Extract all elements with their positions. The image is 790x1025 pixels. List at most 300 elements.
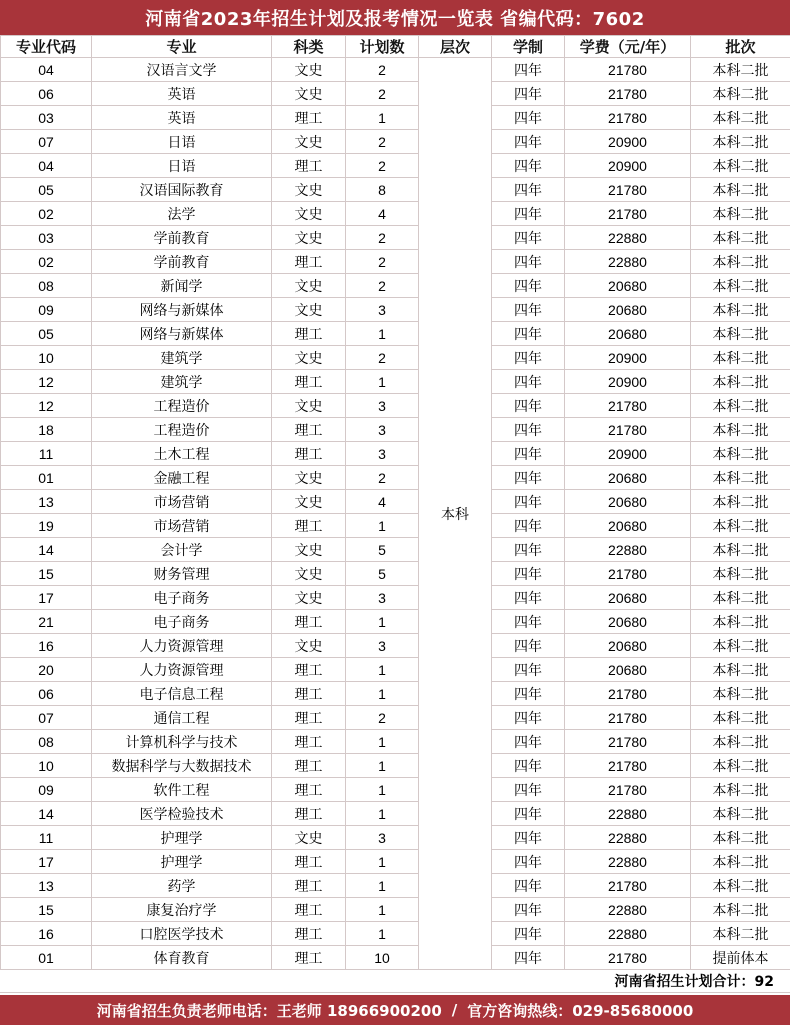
table-row xyxy=(1,106,790,130)
cell-major: 通信工程 xyxy=(92,706,272,730)
table-row xyxy=(1,394,790,418)
cell-major: 网络与新媒体 xyxy=(92,322,272,346)
cell-quota: 3 xyxy=(346,442,419,466)
cell-quota: 1 xyxy=(346,682,419,706)
cell-category: 文史 xyxy=(272,586,346,610)
footer-separator: / xyxy=(451,1001,458,1019)
cell-tuition: 20680 xyxy=(565,658,691,682)
cell-quota: 3 xyxy=(346,586,419,610)
cell-batch: 本科二批 xyxy=(691,130,790,154)
cell-code: 04 xyxy=(1,58,92,82)
cell-major: 会计学 xyxy=(92,538,272,562)
cell-tuition: 20680 xyxy=(565,586,691,610)
cell-code: 08 xyxy=(1,730,92,754)
cell-major: 护理学 xyxy=(92,850,272,874)
cell-duration: 四年 xyxy=(492,250,565,274)
cell-quota: 2 xyxy=(346,346,419,370)
cell-code: 03 xyxy=(1,226,92,250)
cell-duration: 四年 xyxy=(492,202,565,226)
table-row xyxy=(1,274,790,298)
cell-quota: 10 xyxy=(346,946,419,970)
cell-code: 18 xyxy=(1,418,92,442)
cell-quota: 1 xyxy=(346,106,419,130)
cell-code: 07 xyxy=(1,130,92,154)
cell-code: 05 xyxy=(1,178,92,202)
table-row xyxy=(1,490,790,514)
cell-tuition: 21780 xyxy=(565,730,691,754)
cell-batch: 本科二批 xyxy=(691,106,790,130)
cell-major: 汉语言文学 xyxy=(92,58,272,82)
cell-tuition: 21780 xyxy=(565,394,691,418)
cell-category: 文史 xyxy=(272,826,346,850)
table-row xyxy=(1,658,790,682)
cell-code: 01 xyxy=(1,946,92,970)
cell-batch: 本科二批 xyxy=(691,658,790,682)
cell-tuition: 21780 xyxy=(565,682,691,706)
cell-category: 理工 xyxy=(272,874,346,898)
cell-category: 文史 xyxy=(272,346,346,370)
cell-duration: 四年 xyxy=(492,778,565,802)
cell-category: 理工 xyxy=(272,898,346,922)
cell-code: 15 xyxy=(1,898,92,922)
cell-tuition: 20900 xyxy=(565,154,691,178)
cell-category: 理工 xyxy=(272,754,346,778)
cell-duration: 四年 xyxy=(492,514,565,538)
table-row xyxy=(1,562,790,586)
cell-tuition: 20680 xyxy=(565,274,691,298)
cell-batch: 本科二批 xyxy=(691,298,790,322)
cell-category: 文史 xyxy=(272,298,346,322)
table-row xyxy=(1,850,790,874)
cell-category: 文史 xyxy=(272,562,346,586)
table-row xyxy=(1,130,790,154)
cell-batch: 本科二批 xyxy=(691,250,790,274)
cell-code: 19 xyxy=(1,514,92,538)
cell-major: 网络与新媒体 xyxy=(92,298,272,322)
cell-batch: 本科二批 xyxy=(691,730,790,754)
cell-batch: 本科二批 xyxy=(691,922,790,946)
cell-category: 理工 xyxy=(272,418,346,442)
cell-tuition: 21780 xyxy=(565,106,691,130)
cell-batch: 本科二批 xyxy=(691,562,790,586)
cell-code: 16 xyxy=(1,634,92,658)
cell-quota: 2 xyxy=(346,274,419,298)
cell-duration: 四年 xyxy=(492,178,565,202)
cell-code: 09 xyxy=(1,778,92,802)
table-row xyxy=(1,610,790,634)
cell-duration: 四年 xyxy=(492,826,565,850)
cell-batch: 本科二批 xyxy=(691,682,790,706)
table-row xyxy=(1,178,790,202)
cell-quota: 1 xyxy=(346,898,419,922)
cell-duration: 四年 xyxy=(492,802,565,826)
cell-category: 理工 xyxy=(272,610,346,634)
cell-duration: 四年 xyxy=(492,274,565,298)
cell-category: 理工 xyxy=(272,922,346,946)
cell-tuition: 21780 xyxy=(565,754,691,778)
cell-duration: 四年 xyxy=(492,850,565,874)
cell-tuition: 22880 xyxy=(565,802,691,826)
cell-quota: 4 xyxy=(346,490,419,514)
cell-quota: 1 xyxy=(346,874,419,898)
cell-major: 金融工程 xyxy=(92,466,272,490)
cell-tuition: 22880 xyxy=(565,922,691,946)
table-row xyxy=(1,754,790,778)
cell-code: 02 xyxy=(1,202,92,226)
cell-code: 06 xyxy=(1,682,92,706)
table-row xyxy=(1,202,790,226)
cell-duration: 四年 xyxy=(492,298,565,322)
cell-quota: 3 xyxy=(346,418,419,442)
cell-code: 17 xyxy=(1,586,92,610)
cell-quota: 1 xyxy=(346,610,419,634)
table-row xyxy=(1,58,790,82)
cell-category: 文史 xyxy=(272,58,346,82)
cell-tuition: 20680 xyxy=(565,466,691,490)
column-header-batch: 批次 xyxy=(691,36,790,58)
cell-code: 12 xyxy=(1,370,92,394)
cell-batch: 本科二批 xyxy=(691,370,790,394)
cell-category: 理工 xyxy=(272,154,346,178)
cell-batch: 本科二批 xyxy=(691,490,790,514)
cell-code: 14 xyxy=(1,802,92,826)
cell-major: 康复治疗学 xyxy=(92,898,272,922)
cell-duration: 四年 xyxy=(492,946,565,970)
cell-batch: 本科二批 xyxy=(691,538,790,562)
column-header-tuition: 学费（元/年） xyxy=(565,36,691,58)
cell-batch: 本科二批 xyxy=(691,850,790,874)
header-row xyxy=(1,36,790,58)
cell-quota: 1 xyxy=(346,922,419,946)
cell-tuition: 21780 xyxy=(565,82,691,106)
cell-batch: 本科二批 xyxy=(691,514,790,538)
cell-quota: 1 xyxy=(346,370,419,394)
cell-category: 理工 xyxy=(272,514,346,538)
cell-category: 理工 xyxy=(272,106,346,130)
cell-major: 市场营销 xyxy=(92,514,272,538)
cell-major: 市场营销 xyxy=(92,490,272,514)
cell-code: 12 xyxy=(1,394,92,418)
table-row xyxy=(1,826,790,850)
cell-code: 04 xyxy=(1,154,92,178)
cell-batch: 本科二批 xyxy=(691,178,790,202)
cell-category: 文史 xyxy=(272,274,346,298)
cell-tuition: 20680 xyxy=(565,610,691,634)
cell-batch: 本科二批 xyxy=(691,346,790,370)
table-row xyxy=(1,634,790,658)
cell-quota: 3 xyxy=(346,634,419,658)
column-header-major: 专业 xyxy=(92,36,272,58)
cell-tuition: 22880 xyxy=(565,898,691,922)
cell-batch: 本科二批 xyxy=(691,634,790,658)
cell-tuition: 21780 xyxy=(565,58,691,82)
table-row xyxy=(1,706,790,730)
cell-quota: 1 xyxy=(346,514,419,538)
column-header-duration: 学制 xyxy=(492,36,565,58)
cell-duration: 四年 xyxy=(492,562,565,586)
hotline: 官方咨询热线：029-85680000 xyxy=(467,1001,694,1020)
cell-quota: 2 xyxy=(346,706,419,730)
table-row xyxy=(1,346,790,370)
cell-category: 理工 xyxy=(272,730,346,754)
cell-duration: 四年 xyxy=(492,226,565,250)
cell-duration: 四年 xyxy=(492,730,565,754)
cell-major: 医学检验技术 xyxy=(92,802,272,826)
cell-batch: 提前体本 xyxy=(691,946,790,970)
cell-category: 文史 xyxy=(272,538,346,562)
cell-tuition: 21780 xyxy=(565,946,691,970)
cell-batch: 本科二批 xyxy=(691,82,790,106)
cell-major: 学前教育 xyxy=(92,250,272,274)
contact-footer xyxy=(0,995,790,1025)
cell-tuition: 22880 xyxy=(565,250,691,274)
cell-code: 08 xyxy=(1,274,92,298)
cell-batch: 本科二批 xyxy=(691,58,790,82)
cell-quota: 2 xyxy=(346,250,419,274)
cell-code: 01 xyxy=(1,466,92,490)
cell-duration: 四年 xyxy=(492,370,565,394)
cell-tuition: 21780 xyxy=(565,706,691,730)
cell-code: 10 xyxy=(1,754,92,778)
cell-major: 英语 xyxy=(92,82,272,106)
table-row xyxy=(1,466,790,490)
table-body xyxy=(1,58,790,970)
cell-code: 21 xyxy=(1,610,92,634)
table-row xyxy=(1,514,790,538)
cell-category: 理工 xyxy=(272,778,346,802)
cell-major: 软件工程 xyxy=(92,778,272,802)
cell-batch: 本科二批 xyxy=(691,274,790,298)
cell-quota: 5 xyxy=(346,562,419,586)
cell-tuition: 20680 xyxy=(565,490,691,514)
cell-major: 护理学 xyxy=(92,826,272,850)
cell-quota: 4 xyxy=(346,202,419,226)
cell-major: 电子信息工程 xyxy=(92,682,272,706)
cell-category: 文史 xyxy=(272,394,346,418)
cell-duration: 四年 xyxy=(492,346,565,370)
cell-quota: 2 xyxy=(346,466,419,490)
cell-major: 工程造价 xyxy=(92,394,272,418)
cell-batch: 本科二批 xyxy=(691,826,790,850)
cell-major: 建筑学 xyxy=(92,370,272,394)
cell-duration: 四年 xyxy=(492,418,565,442)
cell-category: 理工 xyxy=(272,442,346,466)
table-row xyxy=(1,298,790,322)
cell-code: 09 xyxy=(1,298,92,322)
cell-code: 15 xyxy=(1,562,92,586)
cell-tuition: 20680 xyxy=(565,322,691,346)
cell-category: 文史 xyxy=(272,202,346,226)
cell-major: 日语 xyxy=(92,130,272,154)
cell-major: 财务管理 xyxy=(92,562,272,586)
cell-batch: 本科二批 xyxy=(691,442,790,466)
contact-phone: 河南省招生负责老师电话：王老师 18966900200 xyxy=(96,1001,442,1020)
cell-quota: 1 xyxy=(346,754,419,778)
cell-major: 法学 xyxy=(92,202,272,226)
cell-duration: 四年 xyxy=(492,106,565,130)
cell-tuition: 22880 xyxy=(565,226,691,250)
cell-code: 11 xyxy=(1,826,92,850)
table-row xyxy=(1,154,790,178)
cell-category: 理工 xyxy=(272,682,346,706)
cell-tuition: 20900 xyxy=(565,130,691,154)
table-row xyxy=(1,538,790,562)
cell-batch: 本科二批 xyxy=(691,322,790,346)
table-row xyxy=(1,778,790,802)
cell-category: 理工 xyxy=(272,250,346,274)
cell-duration: 四年 xyxy=(492,922,565,946)
cell-tuition: 21780 xyxy=(565,418,691,442)
cell-tuition: 22880 xyxy=(565,538,691,562)
cell-code: 17 xyxy=(1,850,92,874)
table-row xyxy=(1,682,790,706)
cell-code: 13 xyxy=(1,490,92,514)
cell-level: 本科 xyxy=(419,58,492,970)
cell-batch: 本科二批 xyxy=(691,706,790,730)
cell-category: 文史 xyxy=(272,466,346,490)
cell-code: 16 xyxy=(1,922,92,946)
cell-batch: 本科二批 xyxy=(691,418,790,442)
cell-tuition: 22880 xyxy=(565,850,691,874)
cell-duration: 四年 xyxy=(492,322,565,346)
cell-code: 20 xyxy=(1,658,92,682)
table-row xyxy=(1,898,790,922)
cell-major: 人力资源管理 xyxy=(92,634,272,658)
cell-duration: 四年 xyxy=(492,634,565,658)
cell-major: 药学 xyxy=(92,874,272,898)
cell-quota: 2 xyxy=(346,154,419,178)
table-row xyxy=(1,370,790,394)
column-header-category: 科类 xyxy=(272,36,346,58)
cell-batch: 本科二批 xyxy=(691,610,790,634)
cell-major: 计算机科学与技术 xyxy=(92,730,272,754)
table-title: 河南省2023年招生计划及报考情况一览表 省编代码：7602 xyxy=(0,0,790,35)
cell-code: 10 xyxy=(1,346,92,370)
cell-quota: 2 xyxy=(346,82,419,106)
cell-code: 06 xyxy=(1,82,92,106)
cell-code: 03 xyxy=(1,106,92,130)
cell-quota: 1 xyxy=(346,658,419,682)
cell-major: 建筑学 xyxy=(92,346,272,370)
cell-major: 学前教育 xyxy=(92,226,272,250)
cell-major: 工程造价 xyxy=(92,418,272,442)
cell-category: 文史 xyxy=(272,82,346,106)
cell-quota: 3 xyxy=(346,826,419,850)
cell-category: 文史 xyxy=(272,634,346,658)
cell-major: 电子商务 xyxy=(92,586,272,610)
cell-duration: 四年 xyxy=(492,610,565,634)
cell-quota: 1 xyxy=(346,850,419,874)
cell-category: 理工 xyxy=(272,850,346,874)
cell-tuition: 21780 xyxy=(565,778,691,802)
table-row xyxy=(1,802,790,826)
table-row xyxy=(1,322,790,346)
table-row xyxy=(1,586,790,610)
table-row xyxy=(1,418,790,442)
cell-code: 13 xyxy=(1,874,92,898)
cell-quota: 1 xyxy=(346,730,419,754)
cell-tuition: 20900 xyxy=(565,370,691,394)
table-row xyxy=(1,946,790,970)
cell-major: 数据科学与大数据技术 xyxy=(92,754,272,778)
table-row xyxy=(1,922,790,946)
cell-batch: 本科二批 xyxy=(691,226,790,250)
cell-code: 05 xyxy=(1,322,92,346)
cell-quota: 1 xyxy=(346,778,419,802)
cell-duration: 四年 xyxy=(492,466,565,490)
cell-duration: 四年 xyxy=(492,442,565,466)
cell-batch: 本科二批 xyxy=(691,802,790,826)
cell-quota: 5 xyxy=(346,538,419,562)
cell-code: 02 xyxy=(1,250,92,274)
cell-duration: 四年 xyxy=(492,898,565,922)
column-header-code: 专业代码 xyxy=(1,36,92,58)
cell-major: 口腔医学技术 xyxy=(92,922,272,946)
cell-major: 汉语国际教育 xyxy=(92,178,272,202)
cell-batch: 本科二批 xyxy=(691,754,790,778)
cell-quota: 1 xyxy=(346,322,419,346)
cell-major: 体育教育 xyxy=(92,946,272,970)
enrollment-plan-table xyxy=(0,35,790,970)
cell-code: 07 xyxy=(1,706,92,730)
cell-major: 电子商务 xyxy=(92,610,272,634)
cell-tuition: 22880 xyxy=(565,826,691,850)
cell-tuition: 20680 xyxy=(565,298,691,322)
cell-duration: 四年 xyxy=(492,682,565,706)
table-row xyxy=(1,874,790,898)
cell-major: 土木工程 xyxy=(92,442,272,466)
cell-duration: 四年 xyxy=(492,874,565,898)
cell-category: 理工 xyxy=(272,706,346,730)
cell-category: 文史 xyxy=(272,490,346,514)
cell-category: 文史 xyxy=(272,130,346,154)
cell-category: 理工 xyxy=(272,802,346,826)
cell-batch: 本科二批 xyxy=(691,202,790,226)
cell-batch: 本科二批 xyxy=(691,586,790,610)
cell-batch: 本科二批 xyxy=(691,874,790,898)
table-row xyxy=(1,442,790,466)
cell-category: 理工 xyxy=(272,370,346,394)
column-header-level: 层次 xyxy=(419,36,492,58)
cell-duration: 四年 xyxy=(492,154,565,178)
cell-category: 理工 xyxy=(272,658,346,682)
table-row xyxy=(1,82,790,106)
cell-batch: 本科二批 xyxy=(691,466,790,490)
cell-duration: 四年 xyxy=(492,754,565,778)
cell-category: 理工 xyxy=(272,946,346,970)
total-summary: 河南省招生计划合计：92 xyxy=(0,969,790,993)
cell-batch: 本科二批 xyxy=(691,154,790,178)
cell-duration: 四年 xyxy=(492,394,565,418)
cell-code: 11 xyxy=(1,442,92,466)
table-row xyxy=(1,250,790,274)
cell-batch: 本科二批 xyxy=(691,778,790,802)
cell-tuition: 21780 xyxy=(565,178,691,202)
cell-duration: 四年 xyxy=(492,58,565,82)
cell-quota: 2 xyxy=(346,58,419,82)
cell-code: 14 xyxy=(1,538,92,562)
cell-major: 英语 xyxy=(92,106,272,130)
cell-batch: 本科二批 xyxy=(691,898,790,922)
cell-duration: 四年 xyxy=(492,658,565,682)
cell-quota: 3 xyxy=(346,298,419,322)
cell-duration: 四年 xyxy=(492,490,565,514)
cell-quota: 1 xyxy=(346,802,419,826)
cell-duration: 四年 xyxy=(492,82,565,106)
table-row xyxy=(1,730,790,754)
cell-major: 日语 xyxy=(92,154,272,178)
table-row xyxy=(1,226,790,250)
